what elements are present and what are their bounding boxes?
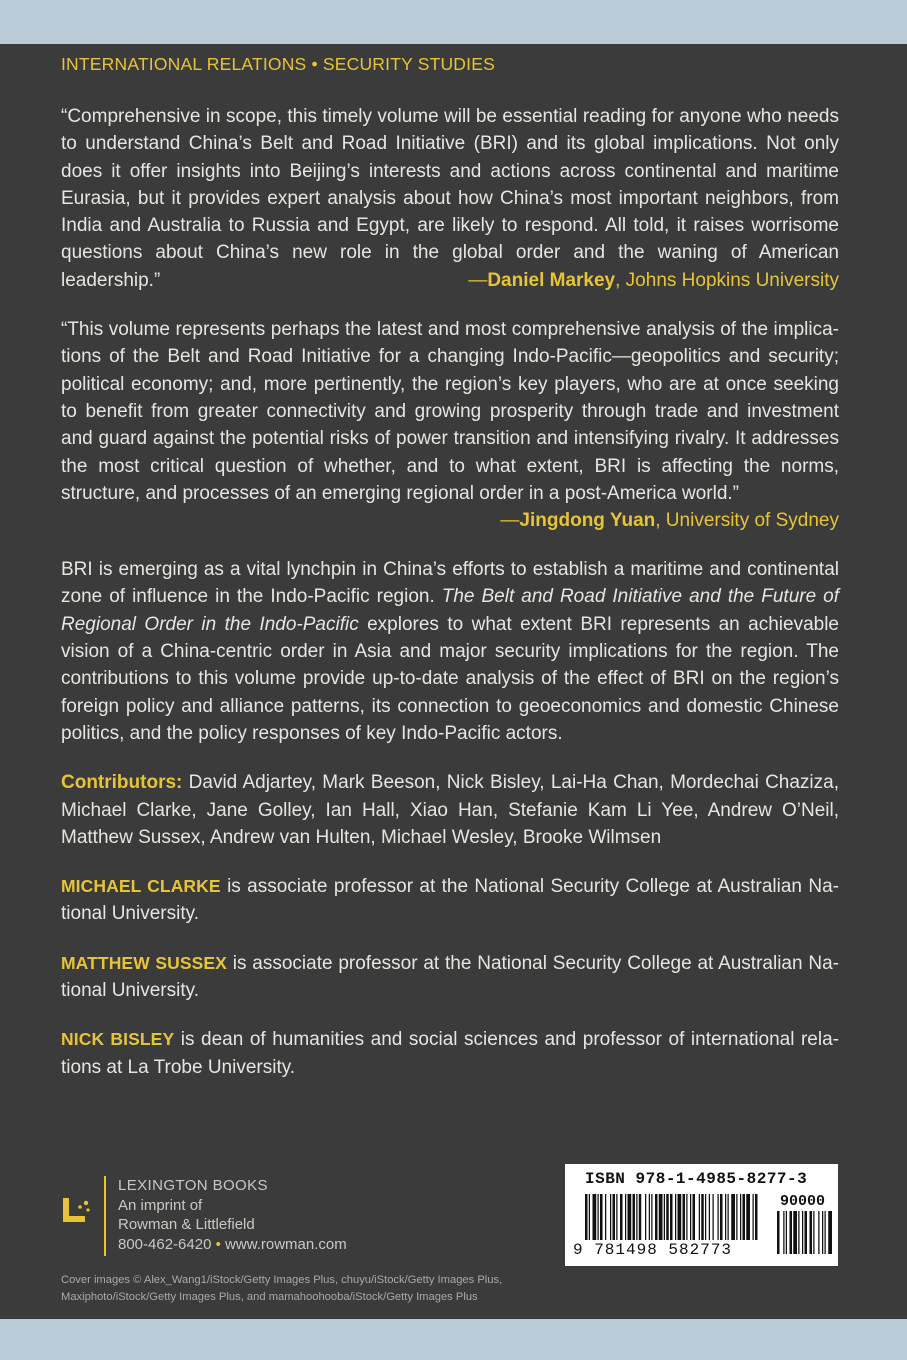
isbn-barcode <box>565 1164 838 1266</box>
quote-2-author: Jingdong Yuan <box>519 510 656 532</box>
quote-1-affiliation: , Johns Hopkins University <box>615 269 839 291</box>
contributors-names: David Adjartey, Mark Beeson, Nick Bisley, Lai-Ha Chan, Mordechai Chaziza, Michael Clarke, Jane Golley, Ian Hall, Xiao Han, Stefanie Kam Li Yee, Andrew O’Neil, Matthew Sussex, Andrew van Hulten, Michael Wesley, Brooke Wilmsen <box>61 772 839 848</box>
editor-bio: MATTHEW SUSSEX is associate professor at the National Security College at Australian National University. <box>61 952 839 1002</box>
endorsement-quote-2 <box>61 316 839 534</box>
ean-number: 9 781498 582773 <box>573 1241 733 1259</box>
quote-2-attribution: —Jingdong Yuan, University of Sydney <box>500 510 839 532</box>
publisher-contact: 800-462-6420 • www.rowman.com <box>118 1235 347 1253</box>
editor-name: MATTHEW SUSSEX <box>61 952 227 973</box>
lexington-logo-icon <box>61 1194 93 1226</box>
back-cover-text <box>61 51 839 1081</box>
top-color-band <box>0 0 907 44</box>
contributors-list <box>61 769 839 851</box>
publisher-website[interactable]: www.rowman.com <box>225 1235 347 1253</box>
publisher-divider <box>104 1176 106 1256</box>
editor-name: MICHAEL CLARKE <box>61 876 221 897</box>
publisher-parent: Rowman & Littlefield <box>118 1216 255 1233</box>
quote-2-affiliation: , University of Sydney <box>655 510 839 532</box>
editor-bio: NICK BISLEY is dean of humanities and social sciences and professor of international relations at La Trobe University. <box>61 1029 839 1078</box>
publisher-imprint-label: An imprint of <box>118 1196 203 1214</box>
bottom-color-band <box>0 1319 907 1360</box>
book-description: BRI is emerging as a vital lynchpin in China’s efforts to establish a maritime and continental zone of influence in the Indo-Pacific region. The Belt and Road Initiative and the Future of Regional Order in the Indo-Pacific explores to what extent BRI represents an achievable vision of a China-centric order in Asia and major security implications for the region. The contributions to this volume provide up-to-date analysis of the effect of BRI on the region’s foreign policy and alliance patterns, its connection to geoeconomics and domestic Chinese politics, and the policy responses of key Indo-Pacific actors. <box>61 559 840 744</box>
isbn-number: ISBN 978-1-4985-8277-3 <box>585 1170 808 1188</box>
book-title: The Belt and Road Initiative and the Future of Regional Order in the Indo-Pacific <box>61 586 840 635</box>
publisher-block <box>61 1176 481 1256</box>
quote-1-text: “Comprehensive in scope, this timely volume will be essential reading for anyone who needs to understand China’s Belt and Road Initiative (BRI) and its global implications. Not only does it offer insights into Beijing’s interests and actions across continental and maritime Eurasia, but it provides expert analysis about how China’s most important neighbors, from India and Australia to Russia and Egypt, are likely to respond. All told, it raises worrisome questions about China’s new role in the global order and the waning of American leadership.” <box>61 106 839 291</box>
quote-1-author: Daniel Markey <box>487 269 616 291</box>
category-label: INTERNATIONAL RELATIONS • SECURITY STUDIES <box>61 54 495 74</box>
price-addon: 90000 <box>780 1193 826 1210</box>
publisher-name: LEXINGTON BOOKS <box>118 1177 268 1194</box>
cover-image-credits: Cover images © Alex_Wang1/iStock/Getty Images Plus, chuyu/iStock/Getty Images Plus, Maxiphoto/iStock/Getty Images Plus, and mamahoohooba/iStock/Getty Images Plus <box>61 1274 503 1303</box>
editor-bio: MICHAEL CLARKE is associate professor at the National Security College at Australian National University. <box>61 876 839 925</box>
endorsement-quote-1 <box>61 103 839 294</box>
quote-1-attribution: —Daniel Markey, Johns Hopkins University <box>468 269 839 291</box>
publisher-phone: 800-462-6420 <box>118 1235 212 1253</box>
editor-name: NICK BISLEY <box>61 1029 175 1050</box>
quote-2-text: “This volume represents perhaps the latest and most comprehensive analysis of the implications of the Belt and Road Initiative for a changing Indo-Pacific—geopolitics and security; political economy; and, more pertinently, the region’s key players, who are at once seeking to benefit from greater connectivity and growing prosperity through trade and investment and guard against the potential risks of power transition and intensifying rivalry. It addresses the most critical question of whether, and to what extent, BRI is affecting the norms, structure, and processes of an emerging regional order in a post-America world.” <box>61 319 839 504</box>
contributors-label: Contributors: <box>61 772 183 794</box>
